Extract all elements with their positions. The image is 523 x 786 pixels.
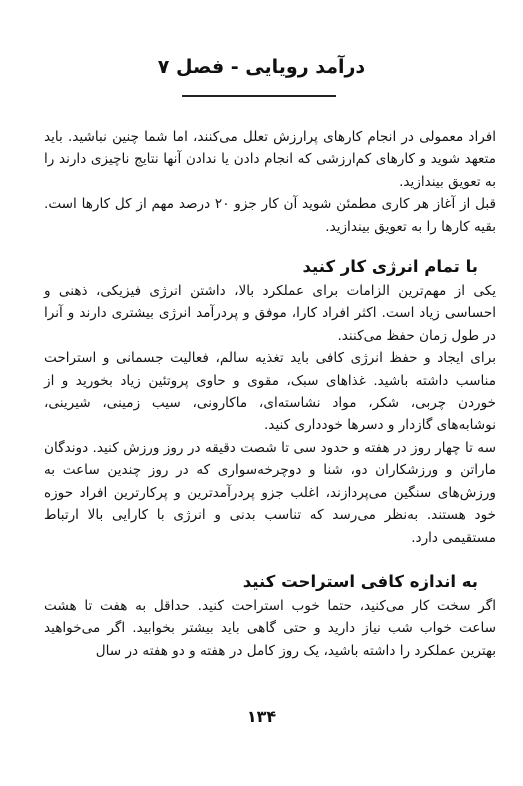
- header-underline: [182, 95, 336, 97]
- intro-paragraph-1: افراد معمولی در انجام کارهای پرارزش تعلل می‌کنند، اما شما چنین نباشید. باید متعهد شوید و کارهای کم‌ارزشی که انجام دادن یا ندادن آنها نتایج ناچیزی دارند را به تعویق بیندازید.: [44, 129, 496, 190]
- energy-paragraph-1: یکی از مهم‌ترین الزامات برای عملکرد بالا، داشتن انرژی فیزیکی، ذهنی و احساسی زیاد است. اکثر افراد کارا، موفق و پردرآمد انرژی بیشتری دارند و آنرا در طول زمان حفظ می‌کنند.: [44, 283, 496, 344]
- energy-paragraph-3: سه تا چهار روز در هفته و حدود سی تا شصت دقیقه در روز ورزش کنید. دوندگان ماراتن و ورزشکاران دو، شنا و دوچرخه‌سواری که در روز چندین ساعت به ورزش‌های سنگین می‌پردازند، اغلب جزو پردرآمدترین و پرکارترین افراد حوزه خود هستند. به‌نظر می‌رسد که تناسب بدنی و انرژی با کارایی بالا ارتباط مستقیمی دارد.: [44, 439, 496, 546]
- page-number: ۱۳۴: [246, 707, 277, 726]
- rest-paragraph-1: اگر سخت کار می‌کنید، حتما خوب استراحت کنید. حداقل به هفت تا هشت ساعت خواب شب نیاز دارید و حتی گاهی باید بیشتر بخوابید. اگر می‌خواهید بهترین عملکرد را داشته باشید، یک روز کامل در هفته و دو هفته در سال: [44, 597, 496, 659]
- section-heading-energy: با تمام انرژی کار کنید: [302, 257, 478, 277]
- energy-paragraph-2: برای ایجاد و حفظ انرژی کافی باید تغذیه سالم، فعالیت جسمانی و استراحت مناسب داشته باشید. غذاهای سبک، مقوی و حاوی پروتئین زیاد بخورید و از خوردن چربی، شکر، مواد نشاسته‌ای، ماکارونی، سیب زمینی، شیرینی، نوشابه‌های گازدار و دسرها خودداری کنید.: [44, 350, 496, 434]
- section-spacer: [44, 238, 496, 254]
- page-body: [44, 126, 496, 662]
- section-spacer: [44, 549, 496, 569]
- chapter-header-title: درآمد رویایی - فصل ۷: [157, 56, 366, 78]
- intro-paragraph-2: قبل از آغاز هر کاری مطمئن شوید آن کار جزو ۲۰ درصد مهم از کل کارها است. بقیه کارها را به تعویق بیندازید.: [44, 196, 496, 235]
- section-heading-rest: به اندازه کافی استراحت کنید: [242, 571, 478, 591]
